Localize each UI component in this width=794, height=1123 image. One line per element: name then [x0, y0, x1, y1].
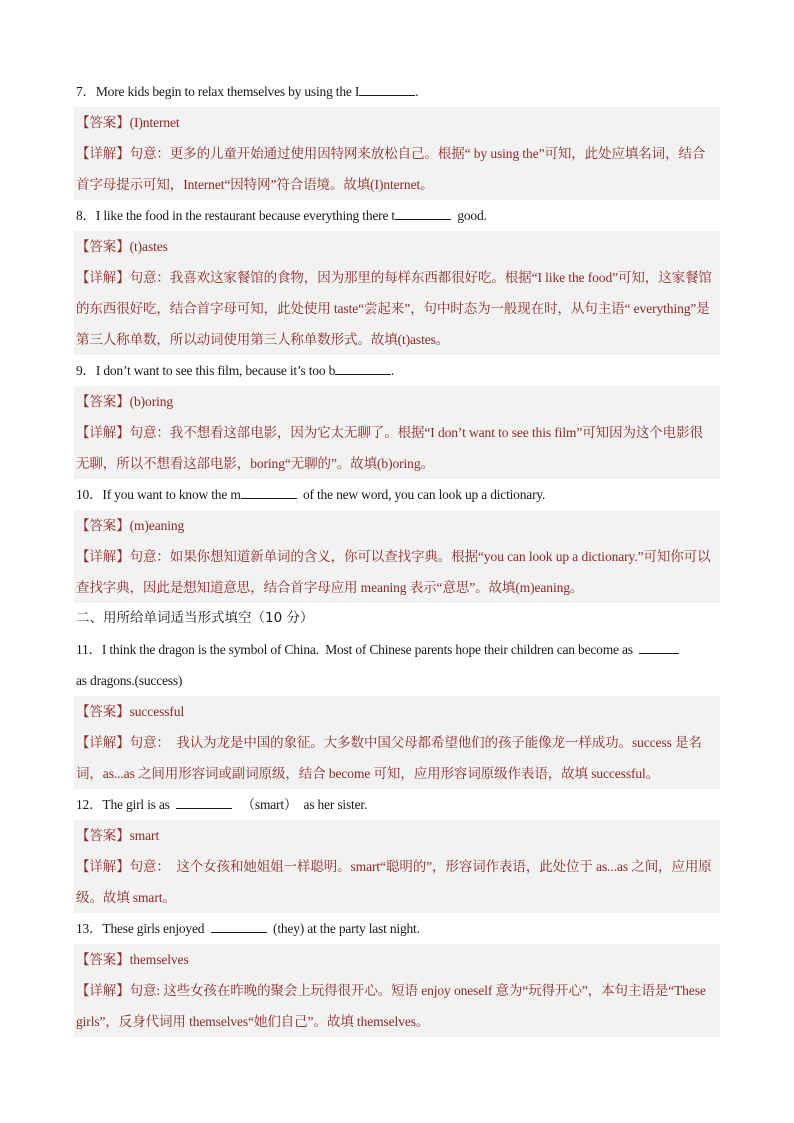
detail-tag: 【详解】: [76, 425, 130, 440]
question-text: 8．I like the food in the restaurant because everything there t: [76, 208, 395, 223]
detail-12: [74, 851, 720, 913]
question-text: 13．These girls enjoyed: [76, 921, 211, 936]
answer-text: successful: [129, 704, 185, 719]
answer-text: smart: [129, 828, 160, 843]
answer-tag: 【答案】: [76, 518, 130, 533]
detail-tag: 【详解】: [76, 549, 130, 564]
answer-tag: 【答案】: [76, 704, 130, 719]
question-text-end: .: [415, 84, 419, 99]
answer-8: [74, 231, 720, 262]
detail-7: [74, 138, 720, 200]
answer-blank: [176, 796, 232, 809]
answer-blank: [639, 641, 679, 654]
question-10: [74, 479, 720, 510]
answer-blank: [335, 362, 391, 375]
question-9: [74, 355, 720, 386]
question-7: [74, 76, 720, 107]
answer-9: [74, 386, 720, 417]
detail-tag: 【详解】: [76, 146, 130, 161]
question-text-end: （smart） as her sister.: [232, 797, 368, 812]
answer-12: [74, 820, 720, 851]
question-text: 7．More kids begin to relax themselves by using the I: [76, 84, 360, 99]
question-13: [74, 913, 720, 944]
answer-7: [74, 107, 720, 138]
question-11: [74, 634, 720, 696]
detail-13: [74, 975, 720, 1037]
detail-tag: 【详解】: [76, 270, 130, 285]
question-text: 12．The girl is as: [76, 797, 177, 812]
answer-10: [74, 510, 720, 541]
question-8: [74, 200, 720, 231]
detail-text: 句意：我喜欢这家餐馆的食物，因为那里的每样东西都很好吃。根据“I like the food”可知，这家餐馆的东西很好吃，结合首字母可知，此处使用 taste“尝起来”，句中时态为一般现在时，从句主语“ everything”是第三人称单数，所以动词使用第三人称单数形式。故填(t)astes。: [76, 270, 712, 347]
detail-8: [74, 262, 720, 355]
question-text-end: .: [391, 363, 395, 378]
answer-blank: [211, 920, 267, 933]
question-text: 10．If you want to know the m: [76, 487, 241, 502]
answer-13: [74, 944, 720, 975]
answer-11: [74, 696, 720, 727]
detail-tag: 【详解】: [76, 983, 130, 998]
question-text-end: of the new word, you can look up a dictionary.: [296, 487, 546, 502]
answer-tag: 【答案】: [76, 239, 130, 254]
answer-tag: 【答案】: [76, 394, 130, 409]
answer-tag: 【答案】: [76, 828, 130, 843]
answer-blank: [359, 83, 415, 96]
question-text-end: (they) at the party last night.: [266, 921, 420, 936]
answer-text: (I)nternet: [129, 115, 180, 130]
answer-text: (m)eaning: [129, 518, 185, 533]
answer-text: (b)oring: [129, 394, 174, 409]
section-heading: 二、用所给单词适当形式填空（10 分）: [76, 610, 314, 626]
answer-tag: 【答案】: [76, 952, 130, 967]
answer-blank: [241, 486, 297, 499]
detail-tag: 【详解】: [76, 735, 130, 750]
detail-text: 句意: 这些女孩在昨晚的聚会上玩得很开心。短语 enjoy oneself 意为“玩得开心”，本句主语是“These girls”，反身代词用 themselves“她们自己”。故填 themselves。: [76, 983, 706, 1029]
document-page: [74, 76, 720, 1037]
detail-text: 句意： 这个女孩和她姐姐一样聪明。smart“聪明的”，形容词作表语，此处位于 as...as 之间，应用原级。故填 smart。: [76, 859, 712, 905]
detail-11: [74, 727, 720, 789]
question-text: 9．I don’t want to see this film, because it’s too b: [76, 363, 336, 378]
detail-text: 句意： 我认为龙是中国的象征。大多数中国父母都希望他们的孩子能像龙一样成功。success 是名词，as...as 之间用形容词或副词原级，结合 become 可知，应用形容词原级作表语，故填 successful。: [76, 735, 702, 781]
detail-10: [74, 541, 720, 603]
question-text-end: as dragons.(success): [76, 673, 183, 688]
detail-9: [74, 417, 720, 479]
detail-text: 句意：我不想看这部电影，因为它太无聊了。根据“I don’t want to see this film”可知因为这个电影很无聊，所以不想看这部电影，boring“无聊的”。故填(b)oring。: [76, 425, 703, 471]
answer-text: (t)astes: [129, 239, 168, 254]
answer-blank: [395, 207, 451, 220]
detail-tag: 【详解】: [76, 859, 130, 874]
answer-text: themselves: [129, 952, 189, 967]
detail-text: 句意：如果你想知道新单词的含义，你可以查找字典。根据“you can look up a dictionary.”可知你可以查找字典，因此是想知道意思，结合首字母应用 meaning 表示“意思”。故填(m)eaning。: [76, 549, 711, 595]
detail-text: 句意：更多的儿童开始通过使用因特网来放松自己。根据“ by using the”可知，此处应填名词，结合首字母提示可知，Internet“因特网”符合语境。故填(I)nternet。: [76, 146, 706, 192]
answer-tag: 【答案】: [76, 115, 130, 130]
question-text: 11．I think the dragon is the symbol of China. Most of Chinese parents hope their children can become as: [76, 642, 640, 657]
question-12: [74, 789, 720, 820]
question-text-end: good.: [450, 208, 487, 223]
